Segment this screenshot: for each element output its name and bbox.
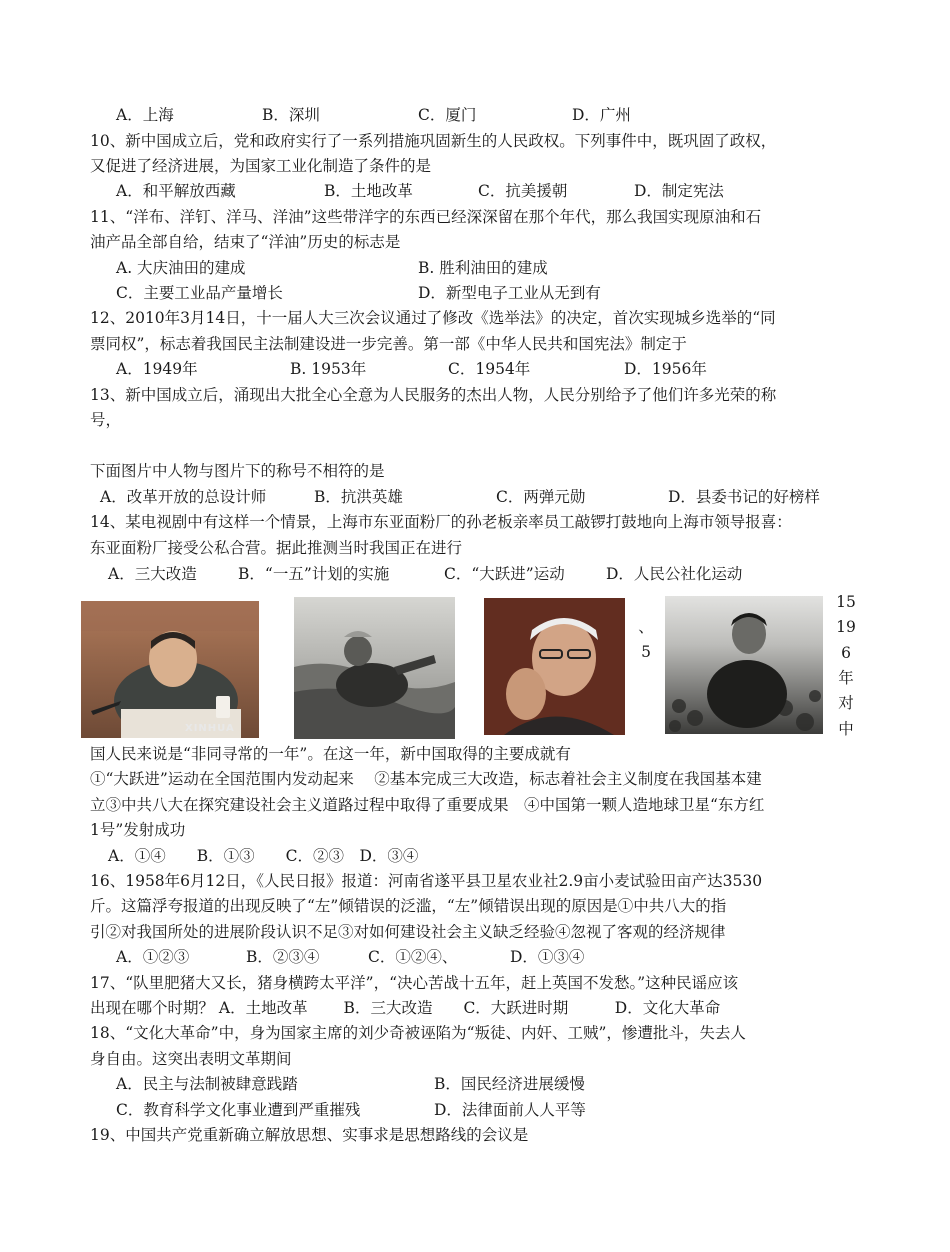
q15-stem-line3: 立③中共八大在探究建设社会主义道路过程中取得了重要成果 ④中国第一颗人造地球卫星“东方红 (90, 796, 765, 814)
q16-option-c: C．①②④、 (368, 948, 458, 966)
q19-stem-line1: 19、中国共产党重新确立解放思想、实事求是思想路线的会议是 (90, 1126, 529, 1144)
q10-stem-line2: 又促进了经济进展，为国家工业化制造了条件的是 (90, 157, 432, 175)
q15-options: A．①④ B．①③ C．②③ D．③④ (108, 847, 419, 865)
q15-side-char-1: 15 (836, 593, 856, 611)
q16-option-a: A．①②③ (116, 948, 190, 966)
q12-option-d: D．1956年 (624, 360, 707, 378)
q10-stem-line1: 10、新中国成立后，党和政府实行了一系列措施巩固新生的人民政权。下列事件中，既巩固了政权， (90, 132, 777, 150)
q13-option-a: A．改革开放的总设计师 (100, 488, 267, 506)
q11-option-b: B. 胜利油田的建成 (418, 259, 548, 277)
q10-option-b: B．土地改革 (324, 182, 413, 200)
q15-side-char-2: 19 (836, 618, 856, 636)
q18-stem-line1: 18、“文化大革命”中，身为国家主席的刘少奇被诬陷为“叛徒、内奸、工贼”，惨遭批斗，失去人 (90, 1024, 746, 1042)
q9-option-b: B．深圳 (262, 106, 320, 124)
q11-option-a: A. 大庆油田的建成 (116, 259, 246, 277)
q16-option-b: B．②③④ (246, 948, 320, 966)
q18-stem-line2: 身自由。这突出表明文革期间 (90, 1050, 292, 1068)
q16-stem-line1: 16、1958年6月12日，《人民日报》报道：河南省遂平县卫星农业社2.9亩小麦试验田亩产达3530 (90, 872, 763, 890)
q18-option-a: A．民主与法制被肆意践踏 (116, 1075, 298, 1093)
photo-two-bombs-scientist (484, 598, 625, 735)
q15-mid-char-1: 、 (638, 618, 654, 636)
q9-option-d: D．广州 (572, 106, 631, 124)
q11-stem-line1: 11、“洋布、洋钉、洋马、洋油”这些带洋字的东西已经深深留在那个年代，那么我国实现原油和石 (90, 208, 762, 226)
q14-stem-line2: 东亚面粉厂接受公私合营。据此推测当时我国正在进行 (90, 539, 463, 557)
q17-stem-line1: 17、“队里肥猪大又长，猪身横跨太平洋”，“决心苦战十五年，赶上英国不发愁。”这种民谣应该 (90, 974, 739, 992)
photo-watermark: XINHUA (185, 723, 235, 734)
q15-mid-char-2: 5 (641, 643, 651, 661)
q12-option-a: A．1949年 (116, 360, 198, 378)
q9-option-c: C．厦门 (418, 106, 477, 124)
q13-stem-line3: 下面图片中人物与图片下的称号不相符的是 (90, 462, 385, 480)
q14-option-d: D．人民公社化运动 (606, 565, 743, 583)
q14-stem-line1: 14、某电视剧中有这样一个情景，上海市东亚面粉厂的孙老板亲率员工敲锣打鼓地向上海市领导报喜： (90, 513, 792, 531)
q13-stem-line2: 号， (90, 411, 122, 429)
q13-stem-line1: 13、新中国成立后，涌现出大批全心全意为人民服务的杰出人物，人民分别给予了他们许多光荣的称 (90, 386, 777, 404)
q16-option-d: D．①③④ (510, 948, 585, 966)
q13-option-b: B．抗洪英雄 (314, 488, 403, 506)
q14-option-a: A．三大改造 (108, 565, 197, 583)
q10-option-d: D．制定宪法 (634, 182, 724, 200)
q12-option-c: C．1954年 (448, 360, 531, 378)
q11-option-c: C．主要工业品产量增长 (116, 284, 283, 302)
q12-stem-line1: 12、2010年3月14日，十一届人大三次会议通过了修改《选举法》的决定，首次实现城乡选举的“同 (90, 309, 776, 327)
q14-option-b: B．“一五”计划的实施 (238, 565, 390, 583)
q18-option-b: B．国民经济进展缓慢 (434, 1075, 585, 1093)
q13-option-c: C．两弹元勋 (496, 488, 586, 506)
q15-side-char-6: 中 (838, 720, 854, 738)
q11-option-d: D．新型电子工业从无到有 (418, 284, 601, 302)
photo-deng-xiaoping (81, 601, 259, 738)
q18-option-d: D．法律面前人人平等 (434, 1101, 586, 1119)
q15-side-char-5: 对 (838, 694, 854, 712)
photo-flood-hero (294, 597, 455, 739)
photo-county-secretary (665, 596, 823, 734)
q15-stem-line1: 国人民来说是“非同寻常的一年”。在这一年，新中国取得的主要成就有 (90, 745, 571, 763)
q11-stem-line2: 油产品全部自给，结束了“洋油”历史的标志是 (90, 233, 401, 251)
q15-stem-line4: 1号”发射成功 (90, 821, 186, 839)
q18-option-c: C．教育科学文化事业遭到严重摧残 (116, 1101, 361, 1119)
q16-stem-line2: 斤。这篇浮夸报道的出现反映了“左”倾错误的泛滥，“左”倾错误出现的原因是①中共八大的指 (90, 897, 727, 915)
q15-stem-line2: ①“大跃进”运动在全国范围内发动起来 ②基本完成三大改造，标志着社会主义制度在我国基本建 (90, 770, 762, 788)
q16-stem-line3: 引②对我国所处的进展阶段认识不足③对如何建设社会主义缺乏经验④忽视了客观的经济规律 (90, 923, 726, 941)
q15-side-char-4: 年 (838, 669, 854, 687)
q13-option-d: D．县委书记的好榜样 (668, 488, 820, 506)
q9-option-a: A．上海 (116, 106, 174, 124)
q12-stem-line2: 票同权”，标志着我国民主法制建设进一步完善。第一部《中华人民共和国宪法》制定于 (90, 335, 687, 353)
q14-option-c: C．“大跃进”运动 (444, 565, 565, 583)
q12-option-b: B. 1953年 (290, 360, 367, 378)
q10-option-c: C．抗美援朝 (478, 182, 568, 200)
q15-side-char-3: 6 (841, 644, 851, 662)
q17-stem-line2: 出现在哪个时期？ A．土地改革 B．三大改造 C．大跃进时期 D．文化大革命 (90, 999, 721, 1017)
q10-option-a: A．和平解放西藏 (116, 182, 236, 200)
